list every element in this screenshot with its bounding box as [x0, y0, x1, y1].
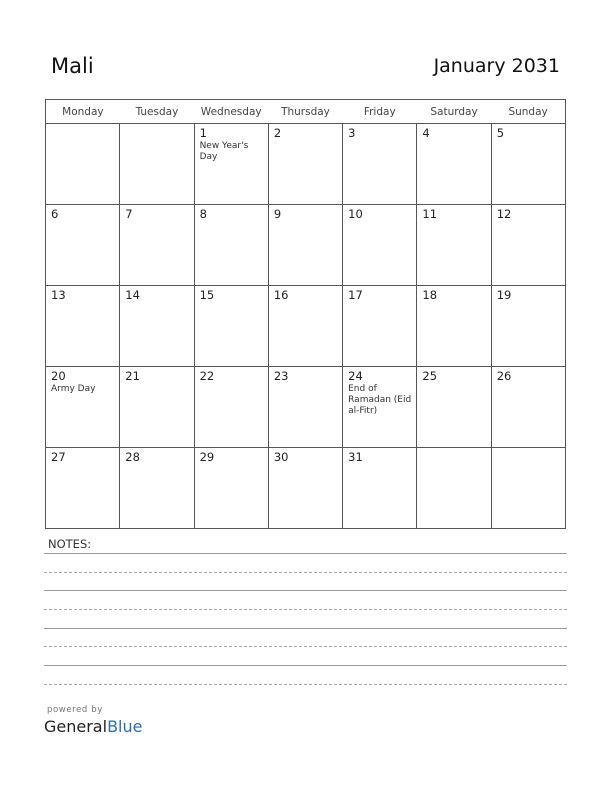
notes-line — [44, 572, 567, 573]
day-cell — [194, 205, 268, 286]
day-cell — [343, 124, 417, 205]
weekday-header: Monday — [46, 100, 120, 124]
day-cell — [46, 205, 120, 286]
day-cell — [268, 367, 342, 448]
day-number: 30 — [273, 450, 289, 464]
brand-general: General — [44, 717, 108, 736]
day-number: 18 — [422, 288, 438, 302]
day-cell — [417, 205, 491, 286]
weekday-header: Saturday — [417, 100, 491, 124]
weekday-header-row — [46, 100, 566, 124]
notes-line — [44, 590, 567, 591]
day-number: 21 — [125, 369, 140, 383]
day-cell — [417, 448, 491, 529]
notes-line — [44, 553, 567, 554]
holiday-label: Army Day — [51, 384, 96, 394]
day-cell — [268, 286, 342, 367]
day-cell — [343, 367, 417, 448]
holiday-label: New Year's Day — [199, 141, 249, 162]
week-row — [46, 367, 566, 448]
day-cell — [46, 286, 120, 367]
day-cell — [343, 286, 417, 367]
day-cell — [491, 367, 565, 448]
day-cell — [491, 205, 565, 286]
day-number: 19 — [496, 288, 512, 302]
day-number: 3 — [348, 126, 356, 140]
day-number: 10 — [348, 207, 363, 221]
day-cell — [343, 205, 417, 286]
day-cell — [417, 286, 491, 367]
day-cell — [194, 367, 268, 448]
brand-blue: Blue — [107, 717, 143, 736]
weekday-header: Wednesday — [194, 100, 268, 124]
day-number: 7 — [125, 207, 133, 221]
day-cell — [491, 448, 565, 529]
day-cell — [120, 367, 194, 448]
day-number: 22 — [199, 369, 215, 383]
week-row — [46, 205, 566, 286]
day-cell — [46, 448, 120, 529]
week-row — [46, 286, 566, 367]
day-number: 1 — [199, 126, 207, 140]
day-number: 14 — [125, 288, 140, 302]
month-year-title: January 2031 — [433, 55, 560, 77]
day-number: 25 — [422, 369, 438, 383]
generalblue-logo — [44, 717, 142, 736]
holiday-label: End of Ramadan (Eid al-Fitr) — [348, 384, 412, 416]
day-cell — [120, 124, 194, 205]
notes-line — [44, 684, 567, 685]
notes-label: NOTES: — [48, 537, 92, 551]
day-number: 31 — [348, 450, 363, 464]
day-number: 23 — [273, 369, 289, 383]
day-cell — [417, 367, 491, 448]
day-cell — [194, 286, 268, 367]
day-number: 13 — [51, 288, 66, 302]
notes-line — [44, 646, 567, 647]
day-cell — [120, 448, 194, 529]
day-number: 6 — [51, 207, 59, 221]
day-number: 17 — [348, 288, 363, 302]
week-row — [46, 124, 566, 205]
notes-line — [44, 665, 567, 666]
weekday-header: Sunday — [491, 100, 565, 124]
day-cell — [343, 448, 417, 529]
day-number: 16 — [273, 288, 289, 302]
powered-by-text: powered by — [47, 705, 103, 715]
day-number: 8 — [199, 207, 207, 221]
weekday-header: Tuesday — [120, 100, 194, 124]
weekday-header: Friday — [343, 100, 417, 124]
day-cell — [194, 448, 268, 529]
country-title: Mali — [51, 54, 94, 78]
day-number: 29 — [199, 450, 215, 464]
day-number: 2 — [273, 126, 282, 140]
day-cell — [46, 124, 120, 205]
day-cell — [268, 124, 342, 205]
week-row — [46, 448, 566, 529]
day-cell — [268, 448, 342, 529]
day-number: 28 — [125, 450, 140, 464]
day-number: 26 — [496, 369, 512, 383]
weekday-header: Thursday — [268, 100, 342, 124]
notes-line — [44, 609, 567, 610]
day-cell — [46, 367, 120, 448]
notes-line — [44, 628, 567, 629]
day-number: 12 — [496, 207, 512, 221]
day-number: 27 — [51, 450, 66, 464]
day-number: 24 — [348, 369, 363, 383]
day-number: 11 — [422, 207, 438, 221]
day-number: 15 — [199, 288, 215, 302]
day-number: 20 — [51, 369, 66, 383]
day-cell — [268, 205, 342, 286]
day-number: 9 — [273, 207, 282, 221]
calendar-grid — [45, 99, 566, 529]
day-number: 4 — [422, 126, 430, 140]
day-cell — [491, 124, 565, 205]
day-cell — [120, 205, 194, 286]
day-number: 5 — [496, 126, 505, 140]
day-cell — [194, 124, 268, 205]
day-cell — [491, 286, 565, 367]
day-cell — [120, 286, 194, 367]
day-cell — [417, 124, 491, 205]
